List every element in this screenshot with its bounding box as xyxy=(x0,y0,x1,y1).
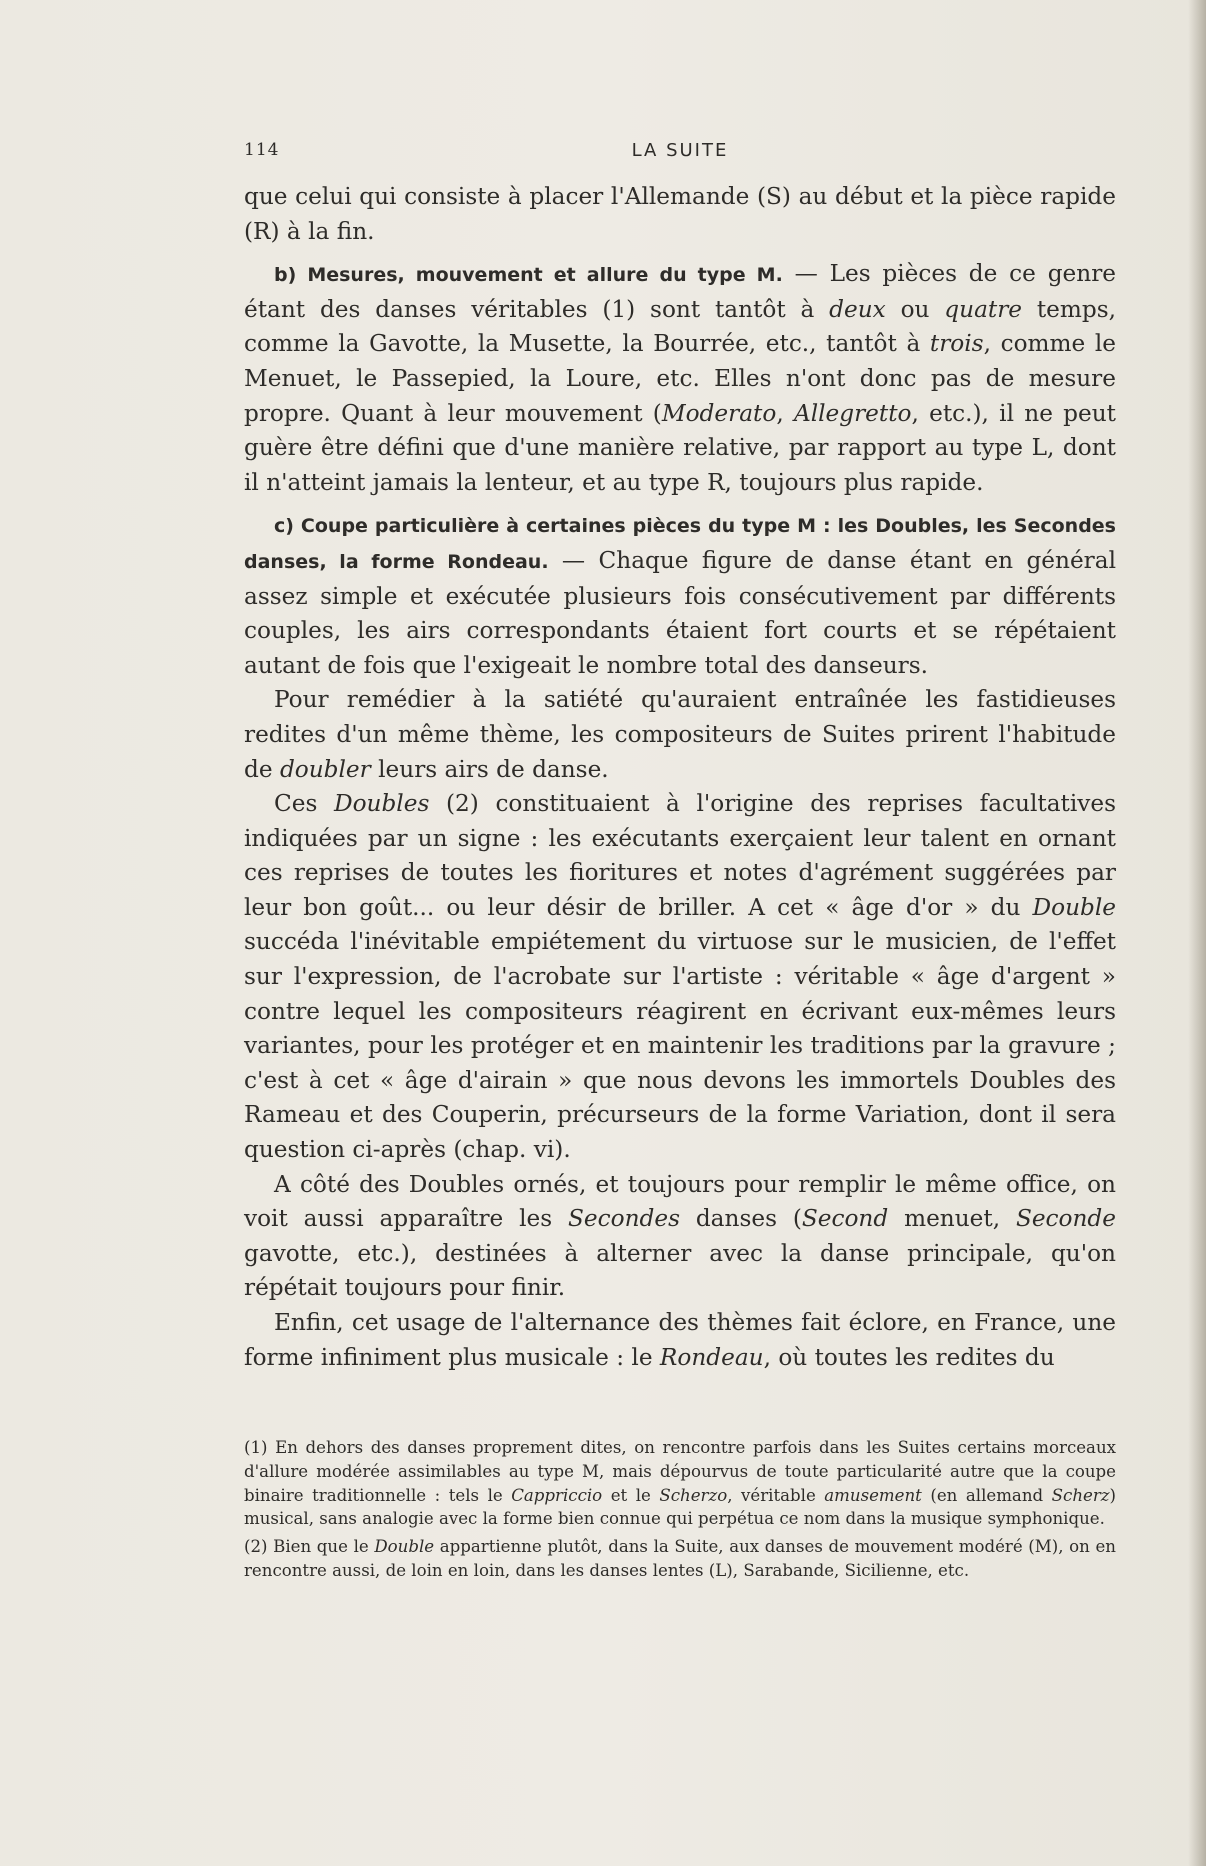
section-c: c) Coupe particulière à certaines pièces du type M : les Doubles, les Secondes danses, la forme Rondeau. — Chaque figure de danse étant en général assez simple et exécutée plusieurs fois consécutivement par différents couples, les airs correspondants étaient fort courts et se répétaient autant de fois que l'exigeait le nombre total des danseurs. xyxy=(244,515,1117,679)
footnotes xyxy=(244,1436,1116,1587)
footnote-1: (1) En dehors des danses proprement dites, on rencontre parfois dans les Suites certains morceaux d'allure modérée assimilables au type M, mais dépourvus de toute particularité autre que la coupe binaire traditionnelle : tels le Cappriccio et le Scherzo, véritable amusement (en allemand Scherz) musical, sans analogie avec la forme bien connue qui perpétua ce nom dans la musique symphonique. xyxy=(244,1438,1116,1529)
paragraph: Enfin, cet usage de l'alternance des thèmes fait éclore, en France, une forme infiniment plus musicale : le Rondeau, où toutes les redites du xyxy=(244,1309,1116,1371)
paragraph: Ces Doubles (2) constituaient à l'origine des reprises facultatives indiquées par un signe : les exécutants exerçaient leur talent en ornant ces reprises de toutes les fioritures et notes d'agrément suggérées par leur bon goût... ou leur désir de briller. A cet « âge d'or » du Double succéda l'inévitable empiétement du virtuose sur le musicien, de l'effet sur l'expression, de l'acrobate sur l'artiste : véritable « âge d'argent » contre lequel les compositeurs réagirent en écrivant eux-mêmes leurs variantes, pour les protéger et en maintenir les traditions par la gravure ; c'est à cet « âge d'airain » que nous devons les immortels Doubles des Rameau et des Couperin, précurseurs de la forme Variation, dont il sera question ci-après (chap. vi). xyxy=(244,790,1116,1164)
footnote-2: (2) Bien que le Double appartienne plutôt, dans la Suite, aux danses de mouvement modéré (M), on en rencontre aussi, de loin en loin, dans les danses lentes (L), Sarabande, Sicilienne, etc. xyxy=(244,1537,1116,1580)
page-edge-shadow xyxy=(1188,0,1206,1866)
section-c-heading: c) Coupe particulière à certaines pièces du type M : les Doubles, les Secondes danses, la forme Rondeau. xyxy=(244,515,1116,573)
paragraph: Pour remédier à la satiété qu'auraient entraînée les fastidieuses redites d'un même thème, les compositeurs de Suites prirent l'habitude de doubler leurs airs de danse. xyxy=(244,686,1116,783)
paragraph: A côté des Doubles ornés, et toujours pour remplir le même office, on voit aussi apparaître les Secondes danses (Second menuet, Seconde gavotte, etc.), destinées à alterner avec la danse principale, qu'on répétait toujours pour finir. xyxy=(244,1170,1116,1302)
section-b-heading: b) Mesures, mouvement et allure du type M. xyxy=(274,264,783,287)
running-title: LA SUITE xyxy=(631,140,729,161)
page-number: 114 xyxy=(244,140,280,160)
paragraph-continued: que celui qui consiste à placer l'Allemande (S) au début et la pièce rapide (R) à la fin. xyxy=(244,183,1116,245)
page-header xyxy=(244,140,1116,164)
section-b: b) Mesures, mouvement et allure du type M. — Les pièces de ce genre étant des danses véritables (1) sont tantôt à deux ou quatre temps, comme la Gavotte, la Musette, la Bourrée, etc., tantôt à trois, comme le Menuet, le Passepied, la Loure, etc. Elles n'ont donc pas de mesure propre. Quant à leur mouvement (Moderato, Allegretto, etc.), il ne peut guère être défini que d'une manière relative, par rapport au type L, dont il n'atteint jamais la lenteur, et au type R, toujours plus rapide. xyxy=(244,260,1117,496)
main-text xyxy=(244,180,1116,1375)
